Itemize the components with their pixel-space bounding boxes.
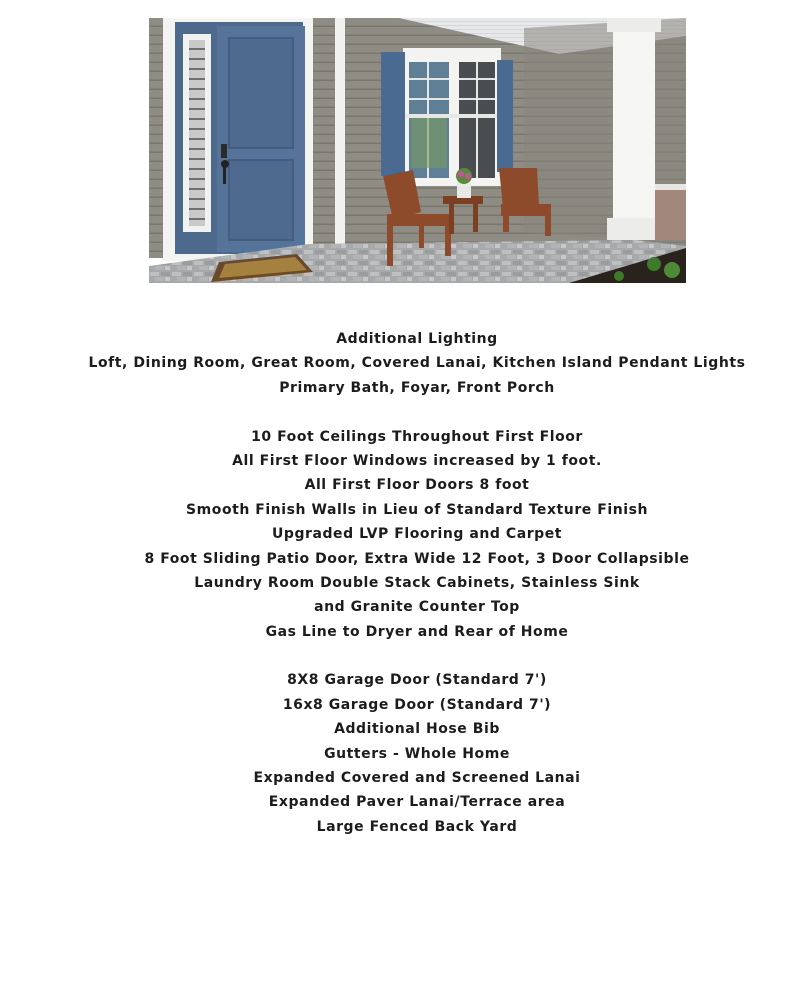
feature-line: 8X8 Garage Door (Standard 7') — [287, 672, 547, 689]
feature-line: and Granite Counter Top — [314, 599, 520, 616]
feature-line: Laundry Room Double Stack Cabinets, Stainless Sink — [194, 574, 640, 591]
feature-line: All First Floor Doors 8 foot — [304, 477, 530, 494]
feature-line: Loft, Dining Room, Great Room, Covered Lanai, Kitchen Island Pendant Lights — [88, 355, 746, 372]
spacer — [0, 644, 800, 668]
feature-line: All First Floor Windows increased by 1 foot. — [232, 452, 602, 469]
feature-list — [0, 327, 800, 839]
feature-line: Expanded Paver Lanai/Terrace area — [268, 794, 566, 811]
spacer — [0, 400, 800, 424]
feature-line: Expanded Covered and Screened Lanai — [253, 770, 581, 787]
front-porch-photo — [149, 18, 686, 283]
feature-line: Gas Line to Dryer and Rear of Home — [265, 623, 569, 640]
feature-heading: Additional Lighting — [336, 331, 498, 347]
feature-line: Smooth Finish Walls in Lieu of Standard Texture Finish — [186, 501, 648, 518]
feature-line: 8 Foot Sliding Patio Door, Extra Wide 12 Foot, 3 Door Collapsible — [144, 550, 690, 567]
feature-line: 16x8 Garage Door (Standard 7') — [282, 696, 552, 713]
feature-line: Primary Bath, Foyar, Front Porch — [279, 379, 555, 396]
feature-line: Gutters - Whole Home — [324, 745, 510, 762]
feature-line: Large Fenced Back Yard — [316, 818, 518, 835]
feature-line: Upgraded LVP Flooring and Carpet — [271, 526, 563, 543]
feature-line: Additional Hose Bib — [334, 721, 500, 738]
feature-line: 10 Foot Ceilings Throughout First Floor — [251, 428, 583, 445]
